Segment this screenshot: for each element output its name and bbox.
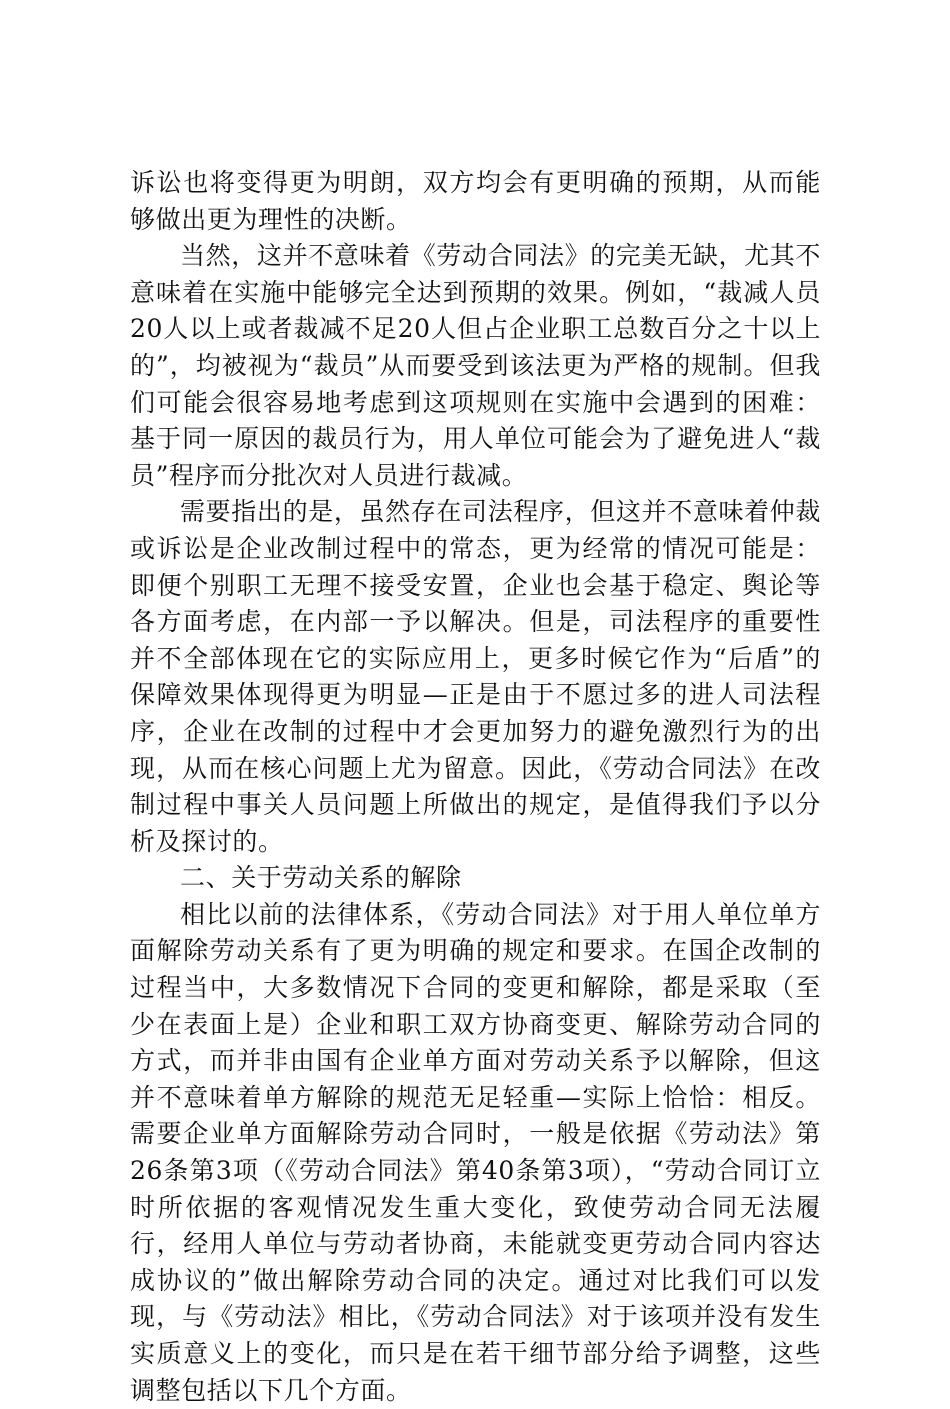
paragraph-judicial-procedure: 需要指出的是，虽然存在司法程序，但这并不意味着仲裁或诉讼是企业改制过程中的常态，更为经常的情况可能是：即便个别职工无理不接受安置，企业也会基于稳定、舆论等各方面考虑，在内部一予以解决。但是，司法程序的重要性并不全部体现在它的实际应用上，更多时候它作为“后盾”的保障效果体现得更为明显—正是由于不愿过多的进人司法程序，企业在改制的过程中才会更加努力的避免激烈行为的出现，从而在核心问题上尤为留意。因此，《劳动合同法》在改制过程中事关人员问题上所做出的规定，是值得我们予以分析及探讨的。 [130, 497, 821, 856]
paragraph-continuation: 诉讼也将变得更为明朗，双方均会有更明确的预期，从而能够做出更为理性的决断。 [130, 168, 821, 234]
paragraph-implementation-difficulty: 当然，这并不意味着《劳动合同法》的完美无缺，尤其不意味着在实施中能够完全达到预期的效果。例如，“裁减人员20人以上或者裁减不足20人但占企业职工总数百分之十以上的”，均被视为“裁员”从而要受到该法更为严格的规制。但我们可能会很容易地考虑到这项规则在实施中会遇到的困难：基于同一原因的裁员行为，用人单位可能会为了避免进人“裁员”程序而分批次对人员进行裁减。 [130, 241, 821, 490]
paragraph-termination-rules: 相比以前的法律体系，《劳动合同法》对于用人单位单方面解除劳动关系有了更为明确的规定和要求。在国企改制的过程当中，大多数情况下合同的变更和解除，都是采取（至少在表面上是）企业和职工双方协商变更、解除劳动合同的方式，而并非由国有企业单方面对劳动关系予以解除，但这并不意味着单方解除的规范无足轻重—实际上恰恰：相反。需要企业单方面解除劳动合同时，一般是依据《劳动法》第26条第3项（《劳动合同法》第40条第3项），“劳动合同订立时所依据的客观情况发生重大变化，致使劳动合同无法履行，经用人单位与劳动者协商，未能就变更劳动合同内容达成协议的”做出解除劳动合同的决定。通过对比我们可以发现，与《劳动法》相比，《劳动合同法》对于该项并没有发生实质意义上的变化，而只是在若干细节部分给予调整，这些调整包括以下几个方面。 [130, 899, 821, 1405]
section-heading: 二、关于劳动关系的解除 [180, 863, 462, 893]
document-page [130, 165, 821, 1409]
